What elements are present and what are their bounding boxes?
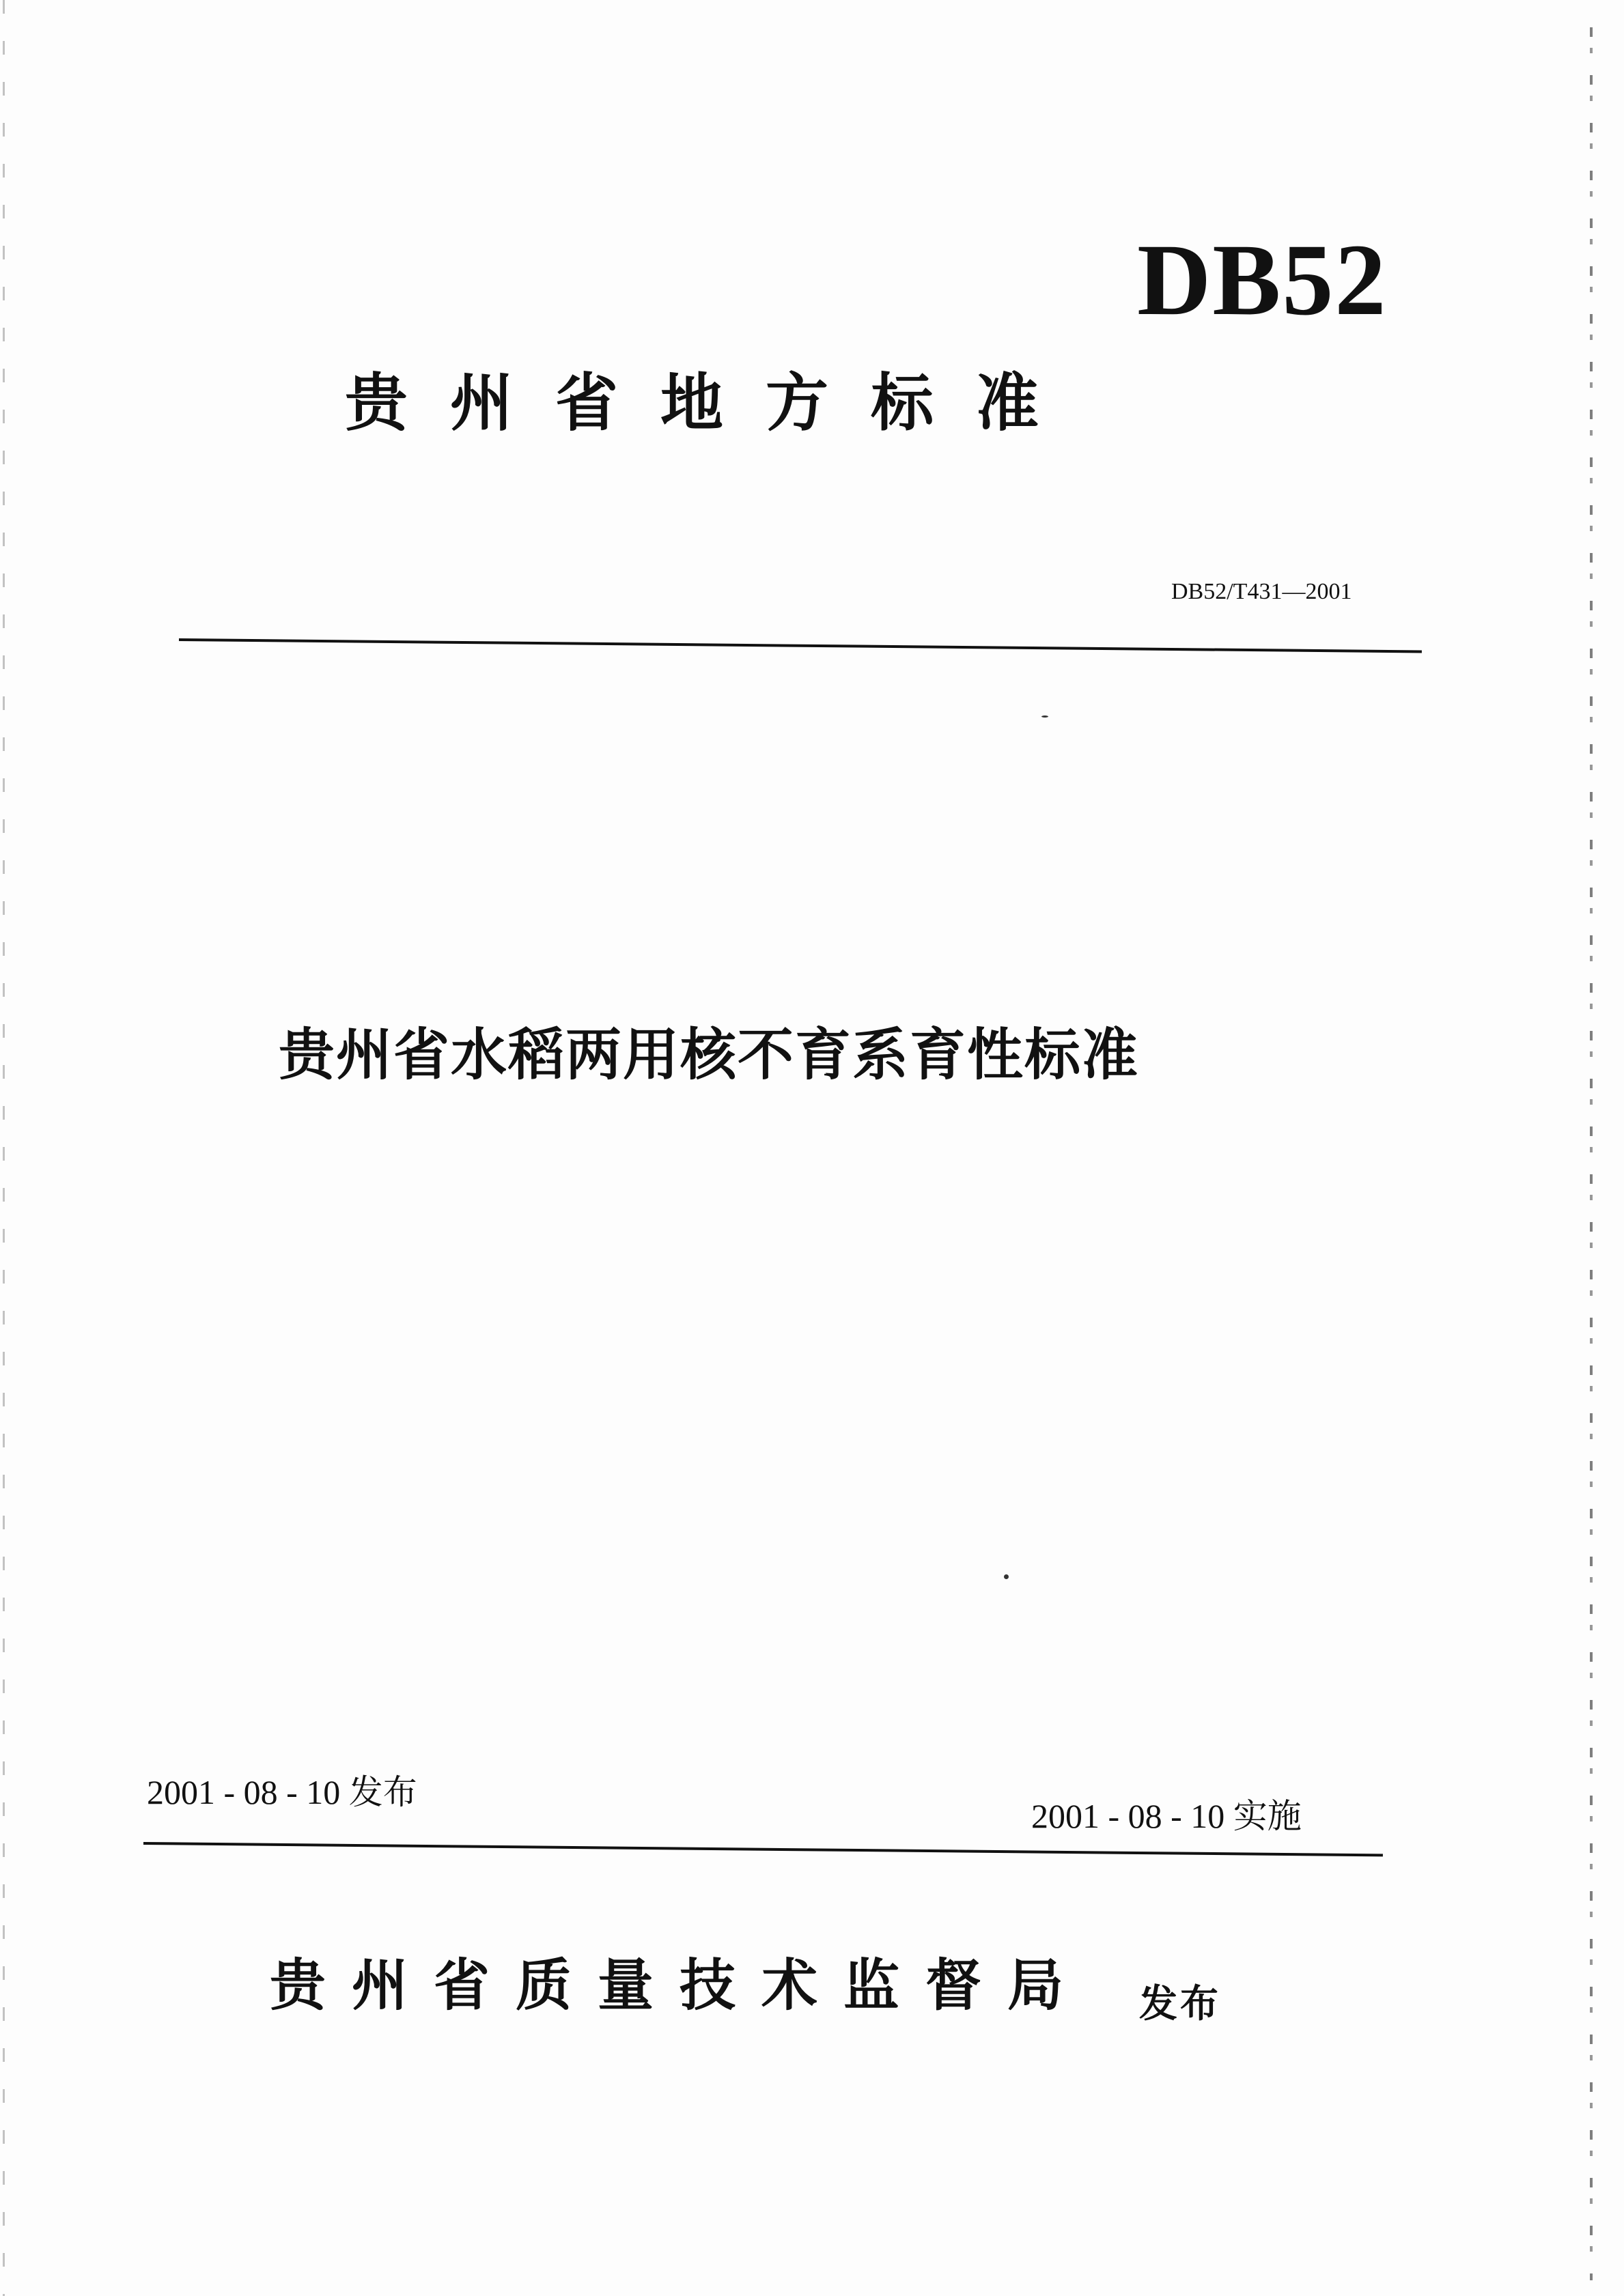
standard-type-heading: 贵州省地方标准 <box>345 367 1082 440</box>
document-title: 贵州省水稻两用核不育系育性标准 <box>279 1023 1140 1088</box>
scan-edge-left <box>3 0 5 2296</box>
effective-date: 2001 - 08 - 10 实施 <box>1031 1797 1302 1835</box>
scan-speck <box>1004 1574 1009 1579</box>
standard-number: DB52/T431—2001 <box>1171 579 1352 604</box>
standard-code: DB52 <box>1137 223 1388 337</box>
scan-edge-right <box>1590 27 1593 2280</box>
issue-date: 2001 - 08 - 10 发布 <box>147 1773 417 1811</box>
issuing-authority-suffix: 发布 <box>1139 1982 1221 2026</box>
bottom-divider <box>143 1842 1383 1856</box>
issuing-authority: 贵州省质量技术监督局 <box>270 1953 1090 2018</box>
top-divider <box>179 638 1422 653</box>
scan-speck <box>1041 715 1048 718</box>
